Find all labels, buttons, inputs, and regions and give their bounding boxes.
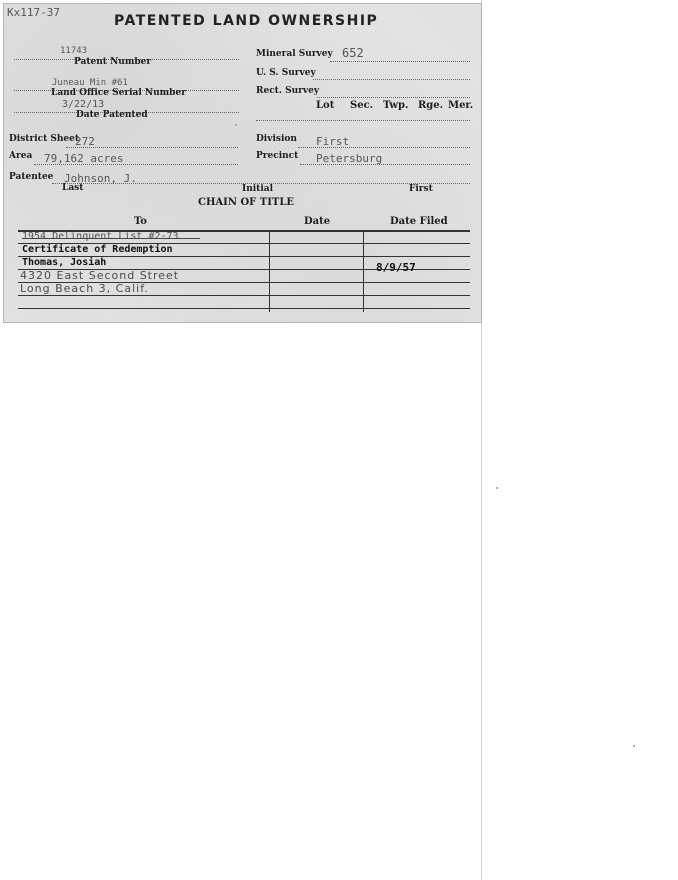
chain-row-2-to: Certificate of Redemption [22,244,173,255]
rect-col-rge: Rge. [418,100,444,111]
ink-dot [235,124,237,126]
rect-col-mer: Mer. [448,100,474,111]
rect-survey-line [317,97,470,98]
chain-of-title-heading: CHAIN OF TITLE [198,197,294,208]
rect-survey-label: Rect. Survey [256,86,320,96]
patentee-label: Patentee [9,172,54,182]
rect-survey-values-line [256,120,470,121]
chain-row-1-to: 1954 Delinquent List #2-73 [22,231,179,242]
us-survey-label: U. S. Survey [256,68,316,78]
mineral-survey-label: Mineral Survey [256,49,333,59]
land-office-serial-label: Land Office Serial Number [51,88,186,98]
precinct-line [300,164,470,165]
name-part-first: First [409,184,433,194]
corner-code: Kx117-37 [7,6,60,19]
rect-col-sec: Sec. [350,100,374,111]
card-title: PATENTED LAND OWNERSHIP [114,13,379,29]
patent-number-label: Patent Number [74,57,152,67]
chain-header-date-filed: Date Filed [390,216,448,227]
district-sheet-label: District Sheet [9,134,80,144]
division-line [298,147,470,148]
chain-row-3-to: Thomas, Josiah [22,257,107,268]
chain-row-line-6 [18,308,470,309]
area-label: Area [9,151,33,161]
land-office-serial-value: Juneau Min #61 [52,78,128,88]
rect-col-lot: Lot [316,100,335,111]
date-patented-label: Date Patented [76,110,148,120]
patent-number-value: 11743 [60,46,88,56]
chain-row-line-5 [18,295,470,296]
district-sheet-value: 272 [75,135,95,148]
mineral-survey-value: 652 [342,46,364,60]
rect-col-twp: Twp. [383,100,409,111]
chain-header-date: Date [304,216,331,227]
mineral-survey-line [330,61,470,62]
division-value: First [316,135,350,148]
patentee-value: Johnson, J. [64,172,137,185]
chain-row-5-to: Long Beach 3, Calif. [20,282,149,295]
chain-row-3-filed: 8/9/57 [376,261,416,274]
precinct-label: Precinct [256,151,299,161]
stray-speck-2 [633,745,635,747]
chain-row-1-strikethrough [22,238,200,239]
area-line [34,164,238,165]
name-part-initial: Initial [242,184,273,194]
division-label: Division [256,134,297,144]
date-patented-value: 3/22/13 [62,99,105,110]
area-value: 79,162 acres [44,152,124,165]
precinct-value: Petersburg [316,152,383,165]
district-sheet-line [66,147,238,148]
name-part-last: Last [62,183,84,193]
stray-speck-1 [496,487,498,489]
chain-row-4-to: 4320 East Second Street [20,269,180,282]
chain-header-to: To [134,216,147,227]
us-survey-line [313,79,470,80]
land-ownership-card [3,3,482,323]
